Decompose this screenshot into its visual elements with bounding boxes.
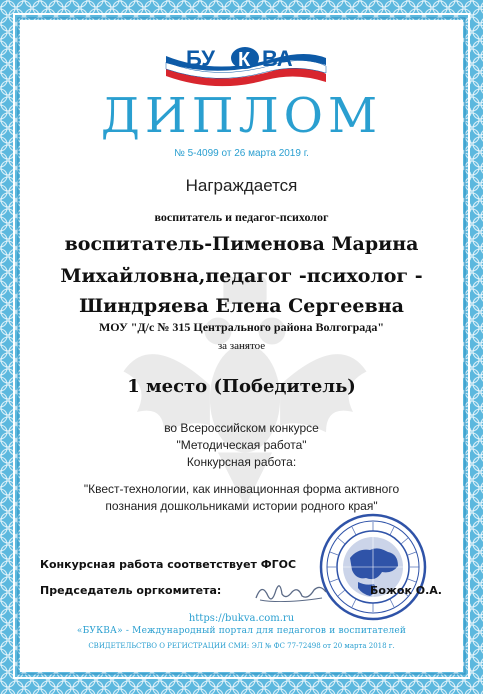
fgos-compliance: Конкурсная работа соответствует ФГОС — [40, 558, 297, 571]
contest-work-title: "Квест-технологии, как инновационная форма активного — [83, 482, 400, 496]
recipient-name-line: воспитатель-Пименова Марина — [64, 233, 419, 255]
globe-seal-icon — [318, 512, 428, 622]
svg-text:БУ: БУ — [186, 46, 215, 71]
bukva-logo — [156, 36, 332, 88]
portal-url[interactable]: https://bukva.com.ru — [188, 613, 295, 624]
contest-line: Конкурсная работа: — [186, 455, 297, 469]
organization: МОУ "Д/с № 315 Центрального района Волгограда" — [98, 320, 385, 334]
signature-icon — [252, 578, 330, 606]
chair-name: Божок О.А. — [370, 584, 442, 597]
diploma-title: ДИПЛОМ — [100, 88, 383, 144]
contest-name: "Методическая работа" — [176, 438, 307, 452]
recipient-name-line: Михайловна,педагог -психолог - — [60, 265, 423, 287]
for-label: за занятое — [217, 340, 266, 352]
contest-line: во Всероссийском конкурсе — [164, 421, 319, 435]
place-award: 1 место (Победитель) — [127, 376, 356, 397]
media-registration: СВИДЕТЕЛЬСТВО О РЕГИСТРАЦИИ СМИ: ЭЛ № ФС 77-72498 от 20 марта 2018 г. — [88, 642, 395, 650]
svg-text:ВА: ВА — [262, 46, 293, 71]
recipient-role: воспитатель и педагог-психолог — [154, 210, 329, 224]
contest-work-title: познания дошкольниками истории родного края" — [105, 499, 378, 513]
svg-text:К: К — [238, 49, 251, 71]
chair-label: Председатель оргкомитета: — [40, 584, 222, 597]
portal-description: «БУКВА» - Международный портал для педагогов и воспитателей — [76, 626, 407, 636]
recipient-name-line: Шиндряева Елена Сергеевна — [79, 295, 404, 317]
awarded-label: Награждается — [185, 176, 298, 195]
diploma-number: № 5-4099 от 26 марта 2019 г. — [174, 148, 309, 159]
